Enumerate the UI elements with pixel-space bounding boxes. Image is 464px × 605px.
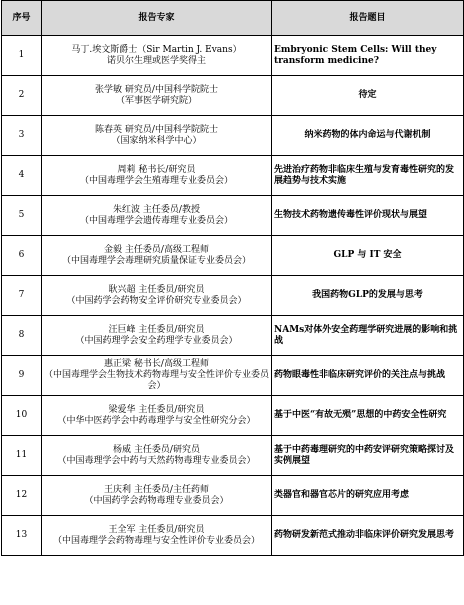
topic-cell: NAMs对体外安全药理学研究进展的影响和挑战 <box>272 316 464 356</box>
expert-name: 梁爱华 主任委员/研究员 <box>108 404 205 415</box>
table-row <box>2 156 464 196</box>
expert-cell <box>42 116 272 156</box>
expert-org: （中国药理学会安全药理学专业委员会） <box>75 335 238 346</box>
table-row <box>2 516 464 556</box>
expert-cell <box>42 36 272 76</box>
expert-org: （中华中医药学会中药毒理学与安全性研究分会） <box>57 415 256 426</box>
topic-cell: 药物眼毒性非临床研究评价的关注点与挑战 <box>272 356 464 396</box>
expert-cell <box>42 76 272 116</box>
topic-cell: 待定 <box>272 76 464 116</box>
row-number: 11 <box>2 436 42 476</box>
header-topic: 报告题目 <box>272 1 464 36</box>
row-number: 6 <box>2 236 42 276</box>
table-row <box>2 396 464 436</box>
row-number: 10 <box>2 396 42 436</box>
topic-cell: 纳米药物的体内命运与代谢机制 <box>272 116 464 156</box>
expert-name: 金毅 主任委员/高级工程师 <box>104 244 209 255</box>
row-number: 8 <box>2 316 42 356</box>
topic-cell: 类器官和器官芯片的研究应用考虑 <box>272 476 464 516</box>
table-row <box>2 316 464 356</box>
expert-cell <box>42 516 272 556</box>
expert-org: （中国毒理学会生物技术药物毒理与安全性评价专业委员会） <box>44 370 270 391</box>
expert-org: （中国药学会药物安全评价研究专业委员会） <box>66 295 247 306</box>
expert-name: 王庆利 主任委员/主任药师 <box>104 484 209 495</box>
expert-name: 耿兴超 主任委员/研究员 <box>108 284 205 295</box>
expert-cell <box>42 476 272 516</box>
table-row <box>2 476 464 516</box>
expert-cell <box>42 396 272 436</box>
expert-cell <box>42 276 272 316</box>
expert-org: （中国毒理学会药物毒理与安全性评价专业委员会） <box>52 535 260 546</box>
table-row <box>2 76 464 116</box>
table-row <box>2 36 464 76</box>
expert-org: （中国毒理学会遗传毒理专业委员会） <box>79 215 233 226</box>
expert-name: 周莉 秘书长/研究员 <box>117 164 196 175</box>
expert-cell <box>42 156 272 196</box>
table-row <box>2 116 464 156</box>
expert-org: （军事医学研究院） <box>115 95 197 106</box>
row-number: 5 <box>2 196 42 236</box>
topic-cell: 基于中药毒理研究的中药安评研究策略探讨及实例展望 <box>272 436 464 476</box>
row-number: 9 <box>2 356 42 396</box>
expert-name: 朱红波 主任委员/教授 <box>113 204 200 215</box>
topic-cell: 药物研发新范式推动非临床评价研究发展思考 <box>272 516 464 556</box>
row-number: 13 <box>2 516 42 556</box>
expert-org: （中国毒理学会生殖毒理专业委员会） <box>79 175 233 186</box>
row-number: 4 <box>2 156 42 196</box>
expert-cell <box>42 436 272 476</box>
table-row <box>2 436 464 476</box>
topic-cell: Embryonic Stem Cells: Will they transform medicine? <box>272 36 464 76</box>
expert-name: 汪巨峰 主任委员/研究员 <box>108 324 205 335</box>
row-number: 3 <box>2 116 42 156</box>
topic-cell: 基于中医“有故无殒”思想的中药安全性研究 <box>272 396 464 436</box>
row-number: 2 <box>2 76 42 116</box>
expert-name: 陈春英 研究员/中国科学院院士 <box>95 124 218 135</box>
expert-cell <box>42 196 272 236</box>
topic-cell: 先进治疗药物非临床生殖与发育毒性研究的发展趋势与技术实施 <box>272 156 464 196</box>
row-number: 7 <box>2 276 42 316</box>
row-number: 12 <box>2 476 42 516</box>
header-no: 序号 <box>2 1 42 36</box>
report-schedule-table <box>1 0 464 556</box>
expert-org: （中国毒理学会毒理研究质量保证专业委员会） <box>61 255 251 266</box>
expert-name: 马丁.埃文斯爵士（Sir Martin J. Evans） <box>71 44 242 55</box>
table-row <box>2 196 464 236</box>
table-row <box>2 276 464 316</box>
table-row <box>2 236 464 276</box>
expert-name: 张学敏 研究员/中国科学院院士 <box>95 84 218 95</box>
expert-name: 王全军 主任委员/研究员 <box>108 524 205 535</box>
expert-cell <box>42 316 272 356</box>
header-expert: 报告专家 <box>42 1 272 36</box>
expert-org: （中国毒理学会中药与天然药物毒理专业委员会） <box>57 455 256 466</box>
expert-org: （中国药学会药物毒理专业委员会） <box>84 495 229 506</box>
topic-cell: 生物技术药物遗传毒性评价现状与展望 <box>272 196 464 236</box>
topic-cell: 我国药物GLP的发展与思考 <box>272 276 464 316</box>
expert-org: 诺贝尔生理或医学奖得主 <box>106 55 206 66</box>
table-header-row <box>2 1 464 36</box>
expert-name: 杨威 主任委员/研究员 <box>113 444 200 455</box>
expert-org: （国家纳米科学中心） <box>111 135 202 146</box>
topic-cell: GLP 与 IT 安全 <box>272 236 464 276</box>
table-row <box>2 356 464 396</box>
expert-cell <box>42 236 272 276</box>
expert-name: 惠正梁 秘书长/高级工程师 <box>104 359 209 369</box>
row-number: 1 <box>2 36 42 76</box>
expert-cell <box>42 356 272 396</box>
